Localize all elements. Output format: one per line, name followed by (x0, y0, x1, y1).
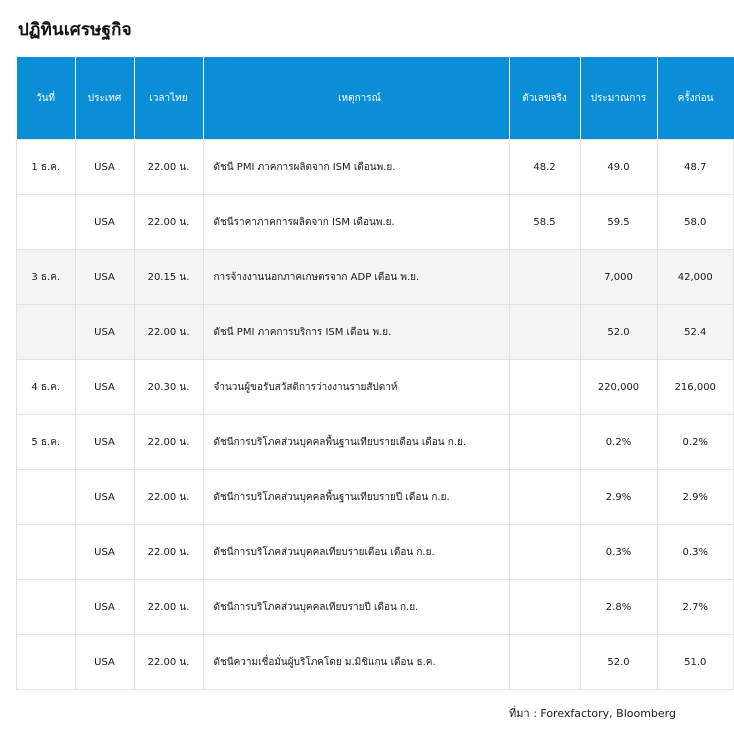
cell-previous: 2.9% (657, 470, 734, 525)
table-row (17, 580, 734, 635)
cell-country: USA (75, 470, 134, 525)
table-row (17, 250, 734, 305)
cell-forecast: 52.0 (580, 305, 657, 360)
cell-actual: 58.5 (509, 195, 580, 250)
economic-calendar-table (16, 57, 734, 690)
cell-time: 22.00 น. (134, 525, 203, 580)
table-row (17, 195, 734, 250)
cell-forecast: 59.5 (580, 195, 657, 250)
cell-date: 1 ธ.ค. (17, 140, 76, 195)
cell-country: USA (75, 635, 134, 690)
cell-date (17, 635, 76, 690)
cell-actual: 48.2 (509, 140, 580, 195)
cell-time: 22.00 น. (134, 305, 203, 360)
cell-previous: 0.2% (657, 415, 734, 470)
cell-country: USA (75, 580, 134, 635)
cell-forecast: 0.3% (580, 525, 657, 580)
cell-previous: 216,000 (657, 360, 734, 415)
table-row (17, 470, 734, 525)
cell-event: ดัชนีการบริโภคส่วนบุคคลพื้นฐานเทียบรายเดือน เดือน ก.ย. (203, 415, 509, 470)
cell-time: 22.00 น. (134, 580, 203, 635)
cell-previous: 2.7% (657, 580, 734, 635)
cell-date (17, 470, 76, 525)
table-row (17, 415, 734, 470)
table-row (17, 305, 734, 360)
cell-event: ดัชนีความเชื่อมั่นผู้บริโภคโดย ม.มิชิแกน เดือน ธ.ค. (203, 635, 509, 690)
cell-country: USA (75, 250, 134, 305)
cell-forecast: 220,000 (580, 360, 657, 415)
cell-forecast: 2.8% (580, 580, 657, 635)
cell-date: 5 ธ.ค. (17, 415, 76, 470)
cell-date (17, 195, 76, 250)
cell-forecast: 0.2% (580, 415, 657, 470)
cell-event: ดัชนีการบริโภคส่วนบุคคลเทียบรายปี เดือน ก.ย. (203, 580, 509, 635)
cell-country: USA (75, 360, 134, 415)
cell-event: ดัชนีการบริโภคส่วนบุคคลเทียบรายเดือน เดือน ก.ย. (203, 525, 509, 580)
cell-forecast: 52.0 (580, 635, 657, 690)
cell-country: USA (75, 305, 134, 360)
column-header-country: ประเทศ (75, 57, 134, 140)
cell-previous: 42,000 (657, 250, 734, 305)
table-header (17, 57, 734, 140)
cell-date (17, 305, 76, 360)
cell-country: USA (75, 140, 134, 195)
cell-time: 20.30 น. (134, 360, 203, 415)
cell-event: ดัชนีการบริโภคส่วนบุคคลพื้นฐานเทียบรายปี เดือน ก.ย. (203, 470, 509, 525)
table-row (17, 635, 734, 690)
cell-event: จำนวนผู้ขอรับสวัสดิการว่างงานรายสัปดาห์ (203, 360, 509, 415)
cell-actual (509, 305, 580, 360)
cell-time: 20.15 น. (134, 250, 203, 305)
cell-event: ดัชนี PMI ภาคการผลิตจาก ISM เดือนพ.ย. (203, 140, 509, 195)
cell-time: 22.00 น. (134, 635, 203, 690)
cell-event: ดัชนีราคาภาคการผลิตจาก ISM เดือนพ.ย. (203, 195, 509, 250)
cell-date: 4 ธ.ค. (17, 360, 76, 415)
cell-date: 3 ธ.ค. (17, 250, 76, 305)
page-title: ปฏิทินเศรษฐกิจ (18, 20, 132, 40)
cell-previous: 51.0 (657, 635, 734, 690)
table-row (17, 525, 734, 580)
table-row (17, 360, 734, 415)
column-header-previous: ครั้งก่อน (657, 57, 734, 140)
cell-time: 22.00 น. (134, 195, 203, 250)
column-header-forecast: ประมาณการ (580, 57, 657, 140)
cell-actual (509, 250, 580, 305)
cell-forecast: 7,000 (580, 250, 657, 305)
cell-event: ดัชนี PMI ภาคการบริการ ISM เดือน พ.ย. (203, 305, 509, 360)
cell-previous: 0.3% (657, 525, 734, 580)
cell-forecast: 49.0 (580, 140, 657, 195)
cell-actual (509, 525, 580, 580)
cell-actual (509, 635, 580, 690)
cell-country: USA (75, 415, 134, 470)
cell-time: 22.00 น. (134, 140, 203, 195)
cell-actual (509, 360, 580, 415)
cell-country: USA (75, 525, 134, 580)
cell-previous: 58.0 (657, 195, 734, 250)
column-header-event: เหตุการณ์ (203, 57, 509, 140)
column-header-time: เวลาไทย (134, 57, 203, 140)
cell-time: 22.00 น. (134, 415, 203, 470)
cell-actual (509, 580, 580, 635)
cell-previous: 52.4 (657, 305, 734, 360)
cell-date (17, 580, 76, 635)
cell-time: 22.00 น. (134, 470, 203, 525)
column-header-date: วันที่ (17, 57, 76, 140)
cell-country: USA (75, 195, 134, 250)
table-header-row (17, 57, 734, 140)
table-body (17, 140, 734, 690)
cell-date (17, 525, 76, 580)
cell-actual (509, 470, 580, 525)
cell-actual (509, 415, 580, 470)
table-row (17, 140, 734, 195)
cell-previous: 48.7 (657, 140, 734, 195)
cell-event: การจ้างงานนอกภาคเกษตรจาก ADP เดือน พ.ย. (203, 250, 509, 305)
column-header-actual: ตัวเลขจริง (509, 57, 580, 140)
cell-forecast: 2.9% (580, 470, 657, 525)
source-note: ที่มา : Forexfactory, Bloomberg (509, 707, 676, 720)
